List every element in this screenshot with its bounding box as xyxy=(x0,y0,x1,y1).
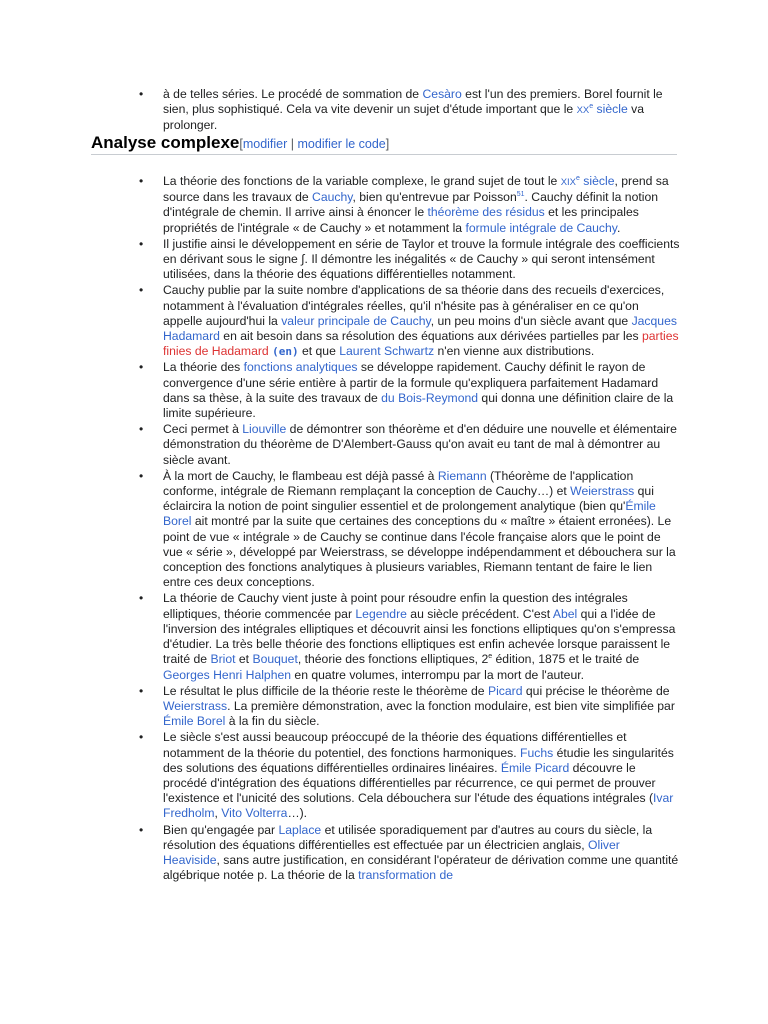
text-run: Bien qu'engagée par xyxy=(163,822,279,837)
text-run: en ait besoin dans sa résolution des équations aux dérivées partielles par les xyxy=(219,329,642,344)
wiki-link[interactable]: Weierstrass xyxy=(570,484,635,499)
text-run: au siècle précédent. C'est xyxy=(406,606,553,621)
wiki-link[interactable]: XX xyxy=(576,105,590,117)
text-run: de démontrer son théorème et d'en déduire une nouvelle et élémentaire démonstration du théorème de D'Alembert-Gauss qu'on avait eu tant de mal à démontrer au siècle avant. xyxy=(163,422,677,467)
list-item xyxy=(0,684,768,730)
text-run: ait montré par la suite que certaines des conceptions du « maître » étaient erronées). Le point de vue « intégrale » de Cauchy se continue dans l'école française alors que le point de vue « série », développé par Weierstrass, se développe indépendamment et débouchera sur la conception des fonctions analytiques à plusieurs variables, Riemann tentant de faire le lien entre ces deux conceptions. xyxy=(163,514,676,590)
text-run: va prolonger. xyxy=(163,102,644,133)
list-item xyxy=(0,823,768,884)
text-run: , théorie des fonctions elliptiques, 2 xyxy=(297,652,489,667)
text-run: en quatre volumes, interrompu par la mort de l'auteur. xyxy=(291,667,584,682)
text-run: . Cauchy définit la notion d'intégrale de chemin. Il arrive ainsi à énoncer le xyxy=(163,190,658,220)
text-run: est l'un des premiers. Borel fournit le sien, plus sophistiqué. Cela va vite devenir un sujet d'étude important que le xyxy=(163,87,663,117)
wiki-link[interactable]: Laplace xyxy=(278,822,322,837)
wiki-link[interactable]: Cesàro xyxy=(422,87,462,101)
wiki-link[interactable]: Laurent Schwartz xyxy=(339,344,435,359)
text-run: Ceci permet à xyxy=(163,422,243,437)
wiki-link[interactable]: XIX xyxy=(560,177,577,188)
wiki-link[interactable]: Jacques Hadamard xyxy=(163,313,677,344)
wiki-link[interactable]: siècle xyxy=(593,102,628,117)
section-title: Analyse complexe xyxy=(91,133,240,152)
text-run: La théorie des xyxy=(163,360,244,375)
wiki-link[interactable]: e xyxy=(576,174,580,182)
wiki-link[interactable]: siècle xyxy=(579,174,615,188)
text-run: (Théorème de l'application conforme, intégrale de Riemann remplaçant la conception de Cauchy…) et xyxy=(163,468,634,499)
text-run: et xyxy=(235,652,253,667)
text-run: À la mort de Cauchy, le flambeau est déjà passé à xyxy=(163,468,438,483)
edit-bracket-open: [ xyxy=(239,137,243,151)
text-run: . xyxy=(616,220,621,235)
wiki-link[interactable]: Émile Borel xyxy=(163,499,656,529)
section-heading xyxy=(91,133,677,155)
text-run: Le siècle s'est aussi beaucoup préoccupé de la théorie des équations différentielles et notamment de la théorie du potentiel, des fonctions harmoniques. xyxy=(163,730,627,760)
edit-source-link[interactable]: modifier le code xyxy=(297,137,386,151)
text-run: , xyxy=(214,806,222,821)
text-run: , un peu moins d'un siècle avant que xyxy=(430,313,632,328)
previous-section-list xyxy=(0,87,768,135)
superscript: e xyxy=(488,653,493,661)
wiki-link[interactable]: transformation de xyxy=(358,868,453,883)
list-item xyxy=(0,237,768,283)
wiki-link[interactable]: Riemann xyxy=(437,468,487,483)
text-run: qui éclaircira la notion de point singulier essentiel et de prolongement analytique (bien qu' xyxy=(163,484,654,514)
edit-link[interactable]: modifier xyxy=(242,137,288,151)
wiki-link[interactable]: e xyxy=(589,103,594,111)
list-item xyxy=(0,422,768,468)
edit-links xyxy=(239,137,389,151)
list-item xyxy=(0,730,768,821)
edit-separator: | xyxy=(287,137,298,151)
text-run: La théorie de Cauchy vient juste à point pour résoudre enfin la question des intégrales elliptiques, théorie commencée par xyxy=(163,591,628,621)
list-item xyxy=(0,174,768,236)
analyse-complexe-list xyxy=(0,174,768,884)
wiki-link[interactable]: Bouquet xyxy=(252,652,298,667)
list-item xyxy=(0,283,768,359)
wiki-link[interactable]: Vito Volterra xyxy=(221,806,288,821)
wiki-link[interactable]: Cauchy xyxy=(312,190,353,205)
text-run: …). xyxy=(287,806,308,821)
wiki-link[interactable]: Émile Borel xyxy=(163,714,226,729)
text-run: qui a l'idée de l'inversion des intégrales elliptiques et découvrit ainsi les fonctions elliptiques qu'on s'empressa d'étudier. La très belle théorie des fonctions elliptiques est enfin achevée lorsque paraissent le traité de xyxy=(163,606,676,667)
list-item xyxy=(0,87,768,134)
text-run: à de telles séries. Le procédé de sommation de xyxy=(163,87,423,101)
text-run: Le résultat le plus difficile de la théorie reste le théorème de xyxy=(163,683,488,698)
text-run: qui donna une définition claire de la limite supérieure. xyxy=(163,390,674,421)
wiki-link[interactable]: Georges Henri Halphen xyxy=(163,667,292,682)
wiki-link[interactable]: Oliver Heaviside xyxy=(163,837,620,867)
text-run: , bien qu'entrevue par Poisson xyxy=(352,190,517,205)
wiki-link[interactable]: Ivar Fredholm xyxy=(163,791,674,821)
text-run: . La première démonstration, avec la fonction modulaire, est bien vite simplifiée par xyxy=(227,698,675,713)
text-run: et utilisée sporadiquement par d'autres au cours du siècle, la résolution des équations différentielles est effectuée par un électricien anglais, xyxy=(163,822,653,852)
text-run: édition, 1875 et le traité de xyxy=(492,652,640,667)
text-run: Il justifie ainsi le développement en série de Taylor et trouve la formule intégrale des coefficients en dérivant sous le signe ∫. Il démontre les inégalités « de Cauchy » qui seront intensément utilisées, dans la théorie des équations différentielles notamment. xyxy=(163,236,680,282)
wiki-link[interactable]: du Bois-Reymond xyxy=(381,390,479,405)
wiki-link[interactable]: Briot xyxy=(210,652,236,667)
wiki-link[interactable]: Weierstrass xyxy=(163,698,228,713)
list-item xyxy=(0,469,768,591)
edit-bracket-close: ] xyxy=(385,137,390,151)
text-run: La théorie des fonctions de la variable complexe, le grand sujet de tout le xyxy=(163,174,561,188)
language-link[interactable]: (en) xyxy=(272,345,299,359)
text-run: Cauchy publie par la suite nombre d'applications de sa théorie dans des recueils d'exercices, notamment à l'évaluation d'intégrales réelles, qu'il n'hésite pas à généraliser en ce qu'on appelle aujourd'hui la xyxy=(163,283,665,328)
wiki-link[interactable]: valeur principale de Cauchy xyxy=(281,313,431,328)
text-run: à la fin du siècle. xyxy=(225,714,320,729)
wiki-link[interactable]: formule intégrale de Cauchy xyxy=(465,220,617,235)
text-run: qui précise le théorème de xyxy=(522,683,670,698)
missing-page-link[interactable]: parties finies de Hadamard xyxy=(163,329,679,359)
list-item xyxy=(0,591,768,682)
text-run: , sans autre justification, en considérant l'opérateur de dérivation comme une quantité algébrique notée p. La théorie de la xyxy=(163,852,679,883)
text-run: et que xyxy=(298,344,340,359)
wiki-link[interactable]: 51 xyxy=(516,191,525,199)
text-run: découvre le procédé d'intégration des équations différentielles par récurrence, ce qui permet de prouver l'existence et l'unicité des solutions. Cela débouchera sur l'étude des équations intégrales ( xyxy=(163,760,656,806)
text-run: se développe rapidement. Cauchy définit le rayon de convergence d'une série entière à partir de la formule qu'expliquera parfaitement Hadamard dans sa thèse, à la suite des travaux de xyxy=(163,360,659,405)
wiki-link[interactable]: Picard xyxy=(487,683,523,698)
wiki-link[interactable]: Émile Picard xyxy=(500,760,570,775)
wiki-link[interactable]: théorème des résidus xyxy=(427,205,545,220)
text-run: étudie les singularités des solutions des équations différentielles ordinaires linéaires. xyxy=(163,745,674,775)
text-run: , prend sa source dans les travaux de xyxy=(163,174,669,205)
wiki-link[interactable]: Abel xyxy=(552,606,578,621)
wiki-link[interactable]: fonctions analytiques xyxy=(243,360,358,375)
wiki-link[interactable]: Fuchs xyxy=(520,745,554,760)
wiki-link[interactable]: Legendre xyxy=(355,606,407,621)
list-item xyxy=(0,360,768,421)
text-run: n'en vienne aux distributions. xyxy=(434,344,595,359)
text-run: et les principales propriétés de l'intégrale « de Cauchy » et notamment la xyxy=(163,205,639,235)
wiki-link[interactable]: Liouville xyxy=(242,422,287,437)
